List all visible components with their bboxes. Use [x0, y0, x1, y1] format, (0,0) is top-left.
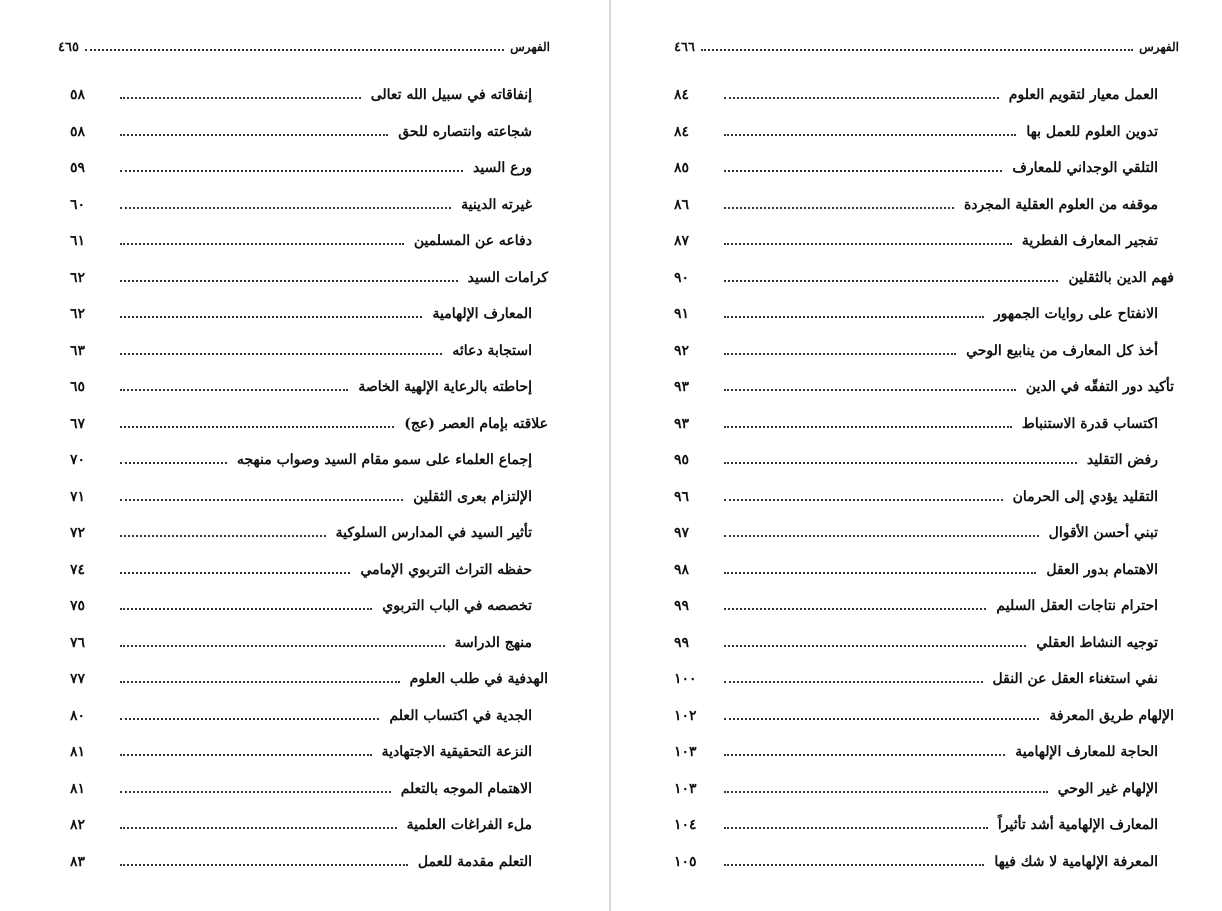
entry-title: الجدية في اكتساب العلم [389, 707, 532, 724]
entry-page-number: ٨١ [70, 744, 86, 761]
entry-page-number: ٩٩ [674, 634, 690, 651]
leader-dots [724, 791, 1048, 793]
entry-page-number: ٧١ [70, 488, 86, 505]
page-header [674, 36, 1179, 58]
leader-dots [120, 791, 391, 793]
toc-entry [674, 369, 1174, 406]
entry-page-number: ٨٢ [70, 817, 86, 834]
entry-title: التقليد يؤدي إلى الحرمان [1012, 488, 1158, 505]
leader-dots [724, 280, 1058, 282]
toc-entry [674, 625, 1174, 662]
entry-page-number: ٧٠ [70, 452, 86, 469]
toc-list [674, 77, 1174, 880]
entry-page-number: ٦٣ [70, 342, 86, 359]
toc-entry [674, 114, 1174, 151]
leader-dots [724, 97, 999, 99]
entry-page-number: ٩٨ [674, 561, 690, 578]
entry-page-number: ٩١ [674, 306, 690, 323]
entry-title: الحاجة للمعارف الإلهامية [1015, 744, 1158, 761]
page-header [58, 36, 550, 58]
toc-entry [70, 844, 548, 881]
leader-dots [120, 97, 361, 99]
entry-page-number: ٦٥ [70, 379, 86, 396]
entry-title: العمل معيار لتقويم العلوم [1008, 87, 1158, 104]
entry-title: تفجير المعارف الفطرية [1021, 233, 1158, 250]
entry-title: دفاعه عن المسلمين [413, 233, 532, 250]
toc-entry [70, 150, 548, 187]
toc-entry [674, 442, 1174, 479]
entry-page-number: ٩٣ [674, 415, 690, 432]
entry-title: التعلم مقدمة للعمل [417, 853, 532, 870]
entry-title: الإلتزام بعرى الثقلين [413, 488, 532, 505]
leader-dots [724, 572, 1036, 574]
page-number: ٤٦٦ [674, 39, 695, 55]
toc-entry [674, 223, 1174, 260]
leader-dots [724, 864, 984, 866]
entry-page-number: ٩٦ [674, 488, 690, 505]
toc-entry [70, 771, 548, 808]
entry-page-number: ١٠٠ [674, 671, 697, 688]
entry-page-number: ٨١ [70, 780, 86, 797]
toc-entry [674, 296, 1174, 333]
leader-dots [120, 535, 326, 537]
toc-entry [70, 333, 548, 370]
leader-dots [724, 243, 1012, 245]
toc-entry [70, 406, 548, 443]
entry-page-number: ٦٧ [70, 415, 86, 432]
leader-dots [120, 572, 350, 574]
leader-dots [120, 170, 463, 172]
leader-dots [724, 170, 1002, 172]
leader-dots [724, 499, 1003, 501]
entry-page-number: ١٠٣ [674, 780, 697, 797]
leader-dots [724, 426, 1012, 428]
entry-title: تدوين العلوم للعمل بها [1026, 123, 1158, 140]
entry-page-number: ٦٠ [70, 196, 86, 213]
entry-page-number: ٧٥ [70, 598, 86, 615]
leader-dots [724, 316, 984, 318]
leader-dots [120, 316, 422, 318]
entry-title: ملء الفراغات العلمية [406, 817, 532, 834]
entry-page-number: ٧٧ [70, 671, 86, 688]
entry-page-number: ٨٦ [674, 196, 690, 213]
entry-page-number: ٦٢ [70, 269, 86, 286]
entry-title: الإلهام غير الوحي [1057, 780, 1158, 797]
entry-title: منهج الدراسة [454, 634, 532, 651]
entry-title: تأكيد دور التفقّه في الدين [1025, 379, 1174, 396]
leader-dots [120, 864, 408, 866]
leader-dots [120, 718, 379, 720]
entry-page-number: ١٠٥ [674, 853, 697, 870]
entry-title: كرامات السيد [467, 269, 548, 286]
left-page [0, 0, 609, 911]
entry-title: فهم الدين بالثقلين [1068, 269, 1174, 286]
leader-dots [724, 535, 1039, 537]
toc-entry [674, 588, 1174, 625]
entry-title: الإلهام طريق المعرفة [1049, 707, 1174, 724]
toc-entry [70, 296, 548, 333]
header-title: الفهرس [1139, 40, 1179, 54]
leader-dots [120, 353, 442, 355]
toc-entry [70, 807, 548, 844]
leader-dots [724, 681, 983, 683]
entry-page-number: ٨٧ [674, 233, 690, 250]
page-number: ٤٦٥ [58, 39, 79, 55]
entry-page-number: ١٠٢ [674, 707, 697, 724]
entry-title: نفي استغناء العقل عن النقل [992, 671, 1158, 688]
entry-title: استجابة دعائه [452, 342, 532, 359]
toc-entry [70, 223, 548, 260]
toc-entry [674, 333, 1174, 370]
leader-dots [120, 499, 403, 501]
leader-dots [120, 754, 372, 756]
entry-title: المعارف الإلهامية [432, 306, 532, 323]
leader-dots [120, 608, 372, 610]
entry-page-number: ٨٤ [674, 87, 690, 104]
toc-entry [70, 734, 548, 771]
entry-page-number: ٥٩ [70, 160, 86, 177]
leader-dots [724, 134, 1016, 136]
entry-title: الاهتمام بدور العقل [1046, 561, 1158, 578]
entry-page-number: ١٠٣ [674, 744, 697, 761]
toc-entry [674, 734, 1174, 771]
toc-entry [70, 625, 548, 662]
leader-dots [724, 645, 1026, 647]
leader-dots [120, 243, 404, 245]
leader-dots [724, 827, 988, 829]
toc-entry [70, 661, 548, 698]
leader-dots [120, 681, 400, 683]
entry-title: تأثير السيد في المدارس السلوكية [335, 525, 532, 542]
entry-title: اكتساب قدرة الاستنباط [1021, 415, 1158, 432]
leader-dots [120, 134, 388, 136]
toc-entry [674, 807, 1174, 844]
entry-page-number: ١٠٤ [674, 817, 697, 834]
entry-title: المعرفة الإلهامية لا شك فيها [994, 853, 1158, 870]
entry-title: إنفاقاته في سبيل الله تعالى [370, 87, 532, 104]
leader-dots [724, 353, 956, 355]
entry-page-number: ٨٥ [674, 160, 690, 177]
toc-entry [674, 77, 1174, 114]
leader-dots [724, 462, 1077, 464]
entry-page-number: ٥٨ [70, 123, 86, 140]
entry-page-number: ٦١ [70, 233, 86, 250]
toc-entry [70, 260, 548, 297]
entry-page-number: ٩٢ [674, 342, 690, 359]
toc-entry [70, 114, 548, 151]
toc-entry [70, 442, 548, 479]
toc-entry [674, 661, 1174, 698]
toc-entry [70, 479, 548, 516]
entry-page-number: ٧٤ [70, 561, 86, 578]
entry-title: ورع السيد [473, 160, 532, 177]
toc-entry [70, 77, 548, 114]
leader-dots [85, 49, 504, 51]
entry-title: موقفه من العلوم العقلية المجردة [963, 196, 1158, 213]
header-title: الفهرس [510, 40, 550, 54]
leader-dots [701, 49, 1133, 51]
toc-entry [70, 515, 548, 552]
entry-title: المعارف الإلهامية أشد تأثيراً [997, 817, 1158, 834]
entry-title: توجيه النشاط العقلي [1036, 634, 1158, 651]
entry-page-number: ٦٢ [70, 306, 86, 323]
entry-page-number: ٩٧ [674, 525, 690, 542]
entry-title: تخصصه في الباب التربوي [382, 598, 532, 615]
entry-title: الانفتاح على روايات الجمهور [993, 306, 1158, 323]
toc-list [70, 77, 548, 880]
entry-title: حفظه التراث التربوي الإمامي [360, 561, 532, 578]
entry-title: الاهتمام الموجه بالتعلم [400, 780, 532, 797]
entry-title: شجاعته وانتصاره للحق [398, 123, 532, 140]
leader-dots [120, 426, 394, 428]
entry-title: إحاطته بالرعاية الإلهية الخاصة [358, 379, 532, 396]
toc-entry [674, 771, 1174, 808]
entry-page-number: ٨٠ [70, 707, 86, 724]
entry-page-number: ٨٣ [70, 853, 86, 870]
leader-dots [120, 462, 227, 464]
entry-title: رفض التقليد [1086, 452, 1158, 469]
leader-dots [120, 827, 397, 829]
toc-entry [70, 698, 548, 735]
toc-entry [674, 479, 1174, 516]
entry-page-number: ٧٢ [70, 525, 86, 542]
entry-title: احترام نتاجات العقل السليم [996, 598, 1158, 615]
entry-page-number: ٥٨ [70, 87, 86, 104]
leader-dots [724, 718, 1039, 720]
entry-page-number: ٩٣ [674, 379, 690, 396]
toc-entry [674, 844, 1174, 881]
entry-title: التلقي الوجداني للمعارف [1012, 160, 1158, 177]
toc-entry [674, 187, 1174, 224]
leader-dots [120, 389, 348, 391]
toc-entry [674, 150, 1174, 187]
entry-page-number: ٧٦ [70, 634, 86, 651]
leader-dots [120, 645, 445, 647]
entry-title: غيرته الدينية [461, 196, 532, 213]
toc-entry [674, 515, 1174, 552]
toc-entry [674, 698, 1174, 735]
toc-entry [70, 187, 548, 224]
entry-page-number: ٩٠ [674, 269, 690, 286]
entry-title: علاقته بإمام العصر (عج) [404, 415, 548, 432]
entry-page-number: ٨٤ [674, 123, 690, 140]
leader-dots [120, 207, 451, 209]
toc-entry [674, 552, 1174, 589]
entry-title: النزعة التحقيقية الاجتهادية [381, 744, 532, 761]
entry-title: إجماع العلماء على سمو مقام السيد وصواب منهجه [237, 452, 532, 469]
leader-dots [724, 207, 954, 209]
entry-page-number: ٩٩ [674, 598, 690, 615]
leader-dots [120, 280, 458, 282]
entry-page-number: ٩٥ [674, 452, 690, 469]
leader-dots [724, 389, 1016, 391]
entry-title: أخذ كل المعارف من ينابيع الوحي [966, 342, 1158, 359]
leader-dots [724, 754, 1005, 756]
toc-entry [70, 588, 548, 625]
right-page [611, 0, 1222, 911]
toc-entry [674, 406, 1174, 443]
toc-entry [70, 369, 548, 406]
toc-entry [674, 260, 1174, 297]
entry-title: تبني أحسن الأقوال [1048, 525, 1158, 542]
entry-title: الهدفية في طلب العلوم [409, 671, 548, 688]
toc-entry [70, 552, 548, 589]
leader-dots [724, 608, 986, 610]
